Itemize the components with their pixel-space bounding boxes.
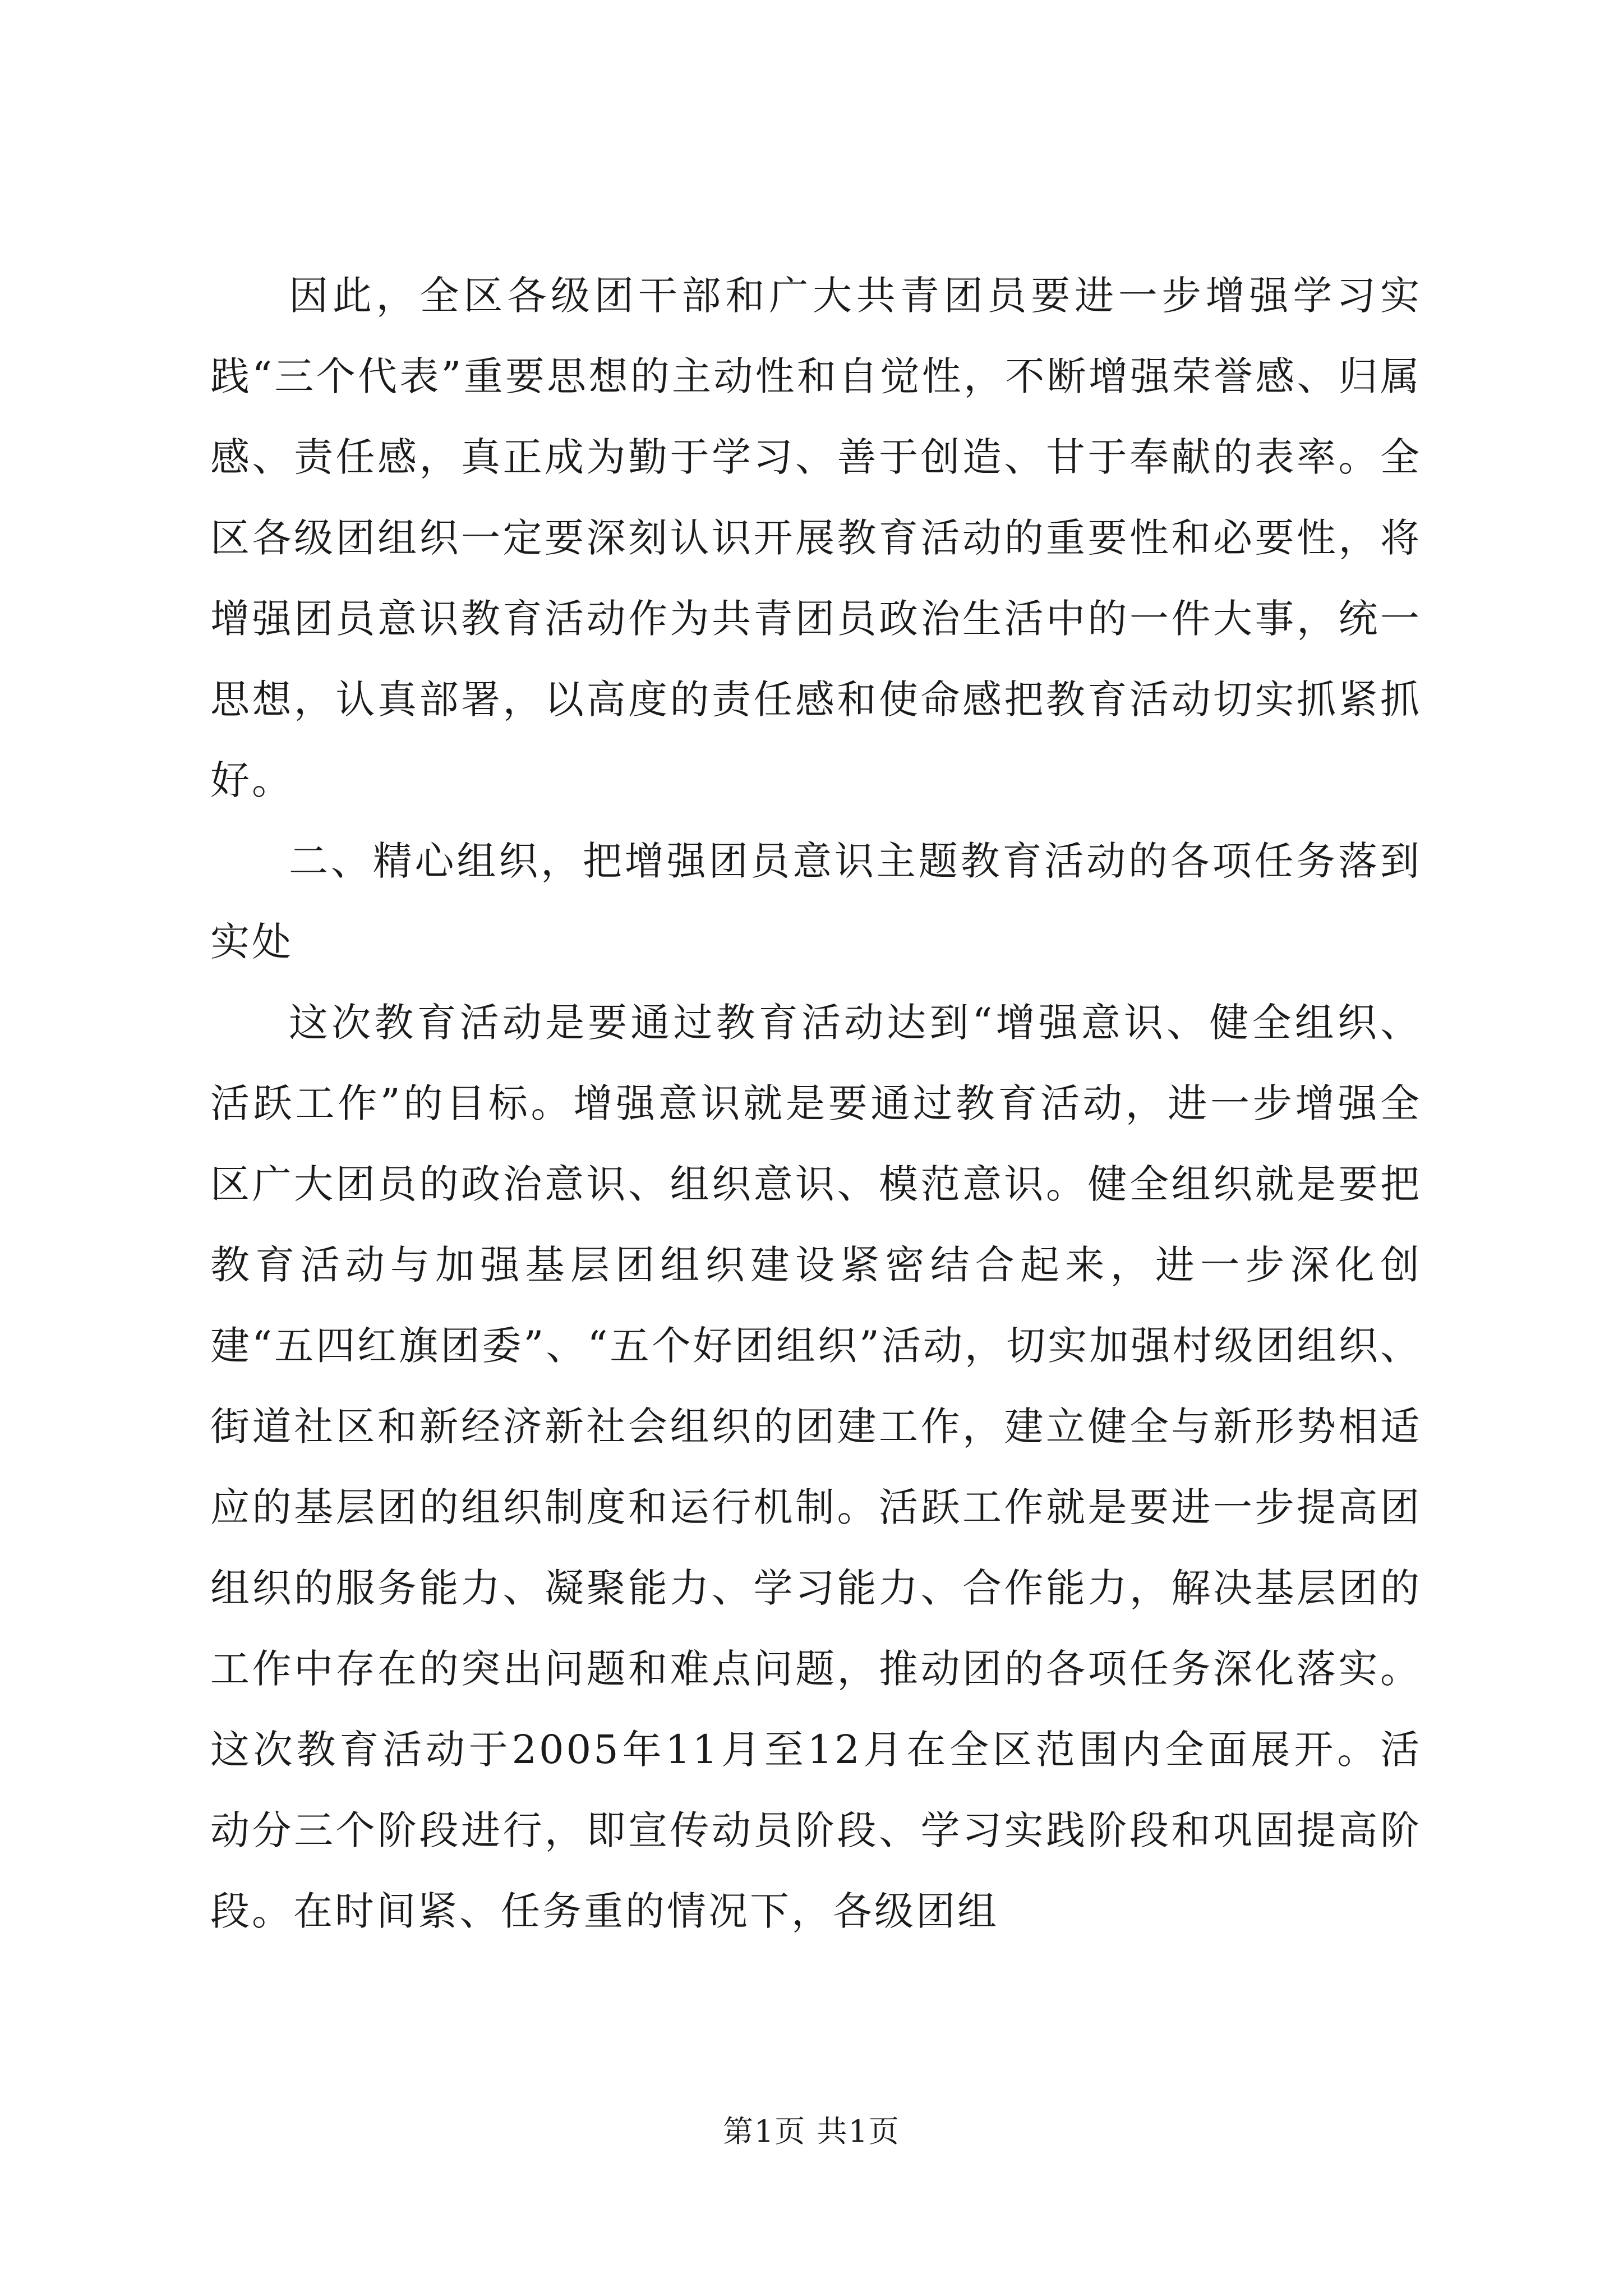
paragraph-activity-details: 这次教育活动是要通过教育活动达到“增强意识、健全组织、活跃工作”的目标。增强意识就是要通过教育活动，进一步增强全区广大团员的政治意识、组织意识、模范意识。健全组织就是要把教育活动与加强基层团组织建设紧密结合起来，进一步深化创建“五四红旗团委”、“五个好团组织”活动，切实加强村级团组织、街道社区和新经济新社会组织的团建工作，建立健全与新形势相适应的基层团的组织制度和运行机制。活跃工作就是要进一步提高团组织的服务能力、凝聚能力、学习能力、合作能力，解决基层团的工作中存在的突出问题和难点问题，推动团的各项任务深化落实。这次教育活动于2005年11月至12月在全区范围内全面展开。活动分三个阶段进行，即宣传动员阶段、学习实践阶段和巩固提高阶段。在时间紧、任务重的情况下，各级团组 <box>210 1000 1422 1934</box>
document-body <box>210 255 1422 1952</box>
section-heading: 二、精心组织，把增强团员意识主题教育活动的各项任务落到实处 <box>210 838 1422 965</box>
paragraph-conclusion: 因此，全区各级团干部和广大共青团员要进一步增强学习实践“三个代表”重要思想的主动性和自觉性，不断增强荣誉感、归属感、责任感，真正成为勤于学习、善于创造、甘于奉献的表率。全区各级团组织一定要深刻认识开展教育活动的重要性和必要性，将增强团员意识教育活动作为共青团员政治生活中的一件大事，统一思想，认真部署，以高度的责任感和使命感把教育活动切实抓紧抓好。 <box>210 273 1422 803</box>
page-footer: 第1页 共1页 <box>723 2114 900 2149</box>
